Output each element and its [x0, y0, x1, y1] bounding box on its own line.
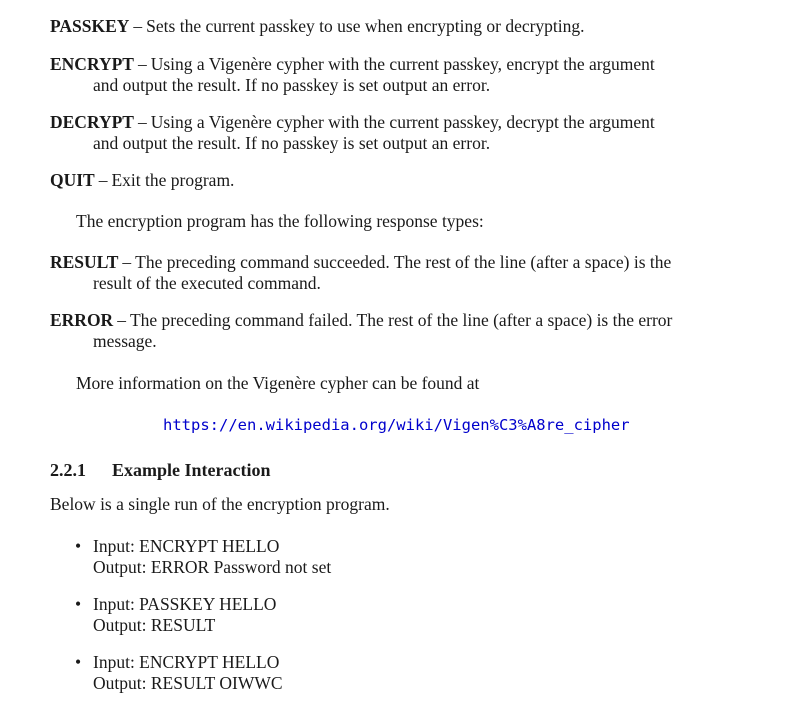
command-description-continued: and output the result. If no passkey is set output an error.: [93, 133, 491, 153]
command-passkey: [50, 16, 742, 37]
dash: –: [122, 252, 132, 272]
example-intro: Below is a single run of the encryption program.: [50, 494, 390, 514]
example-input: Input: PASSKEY HELLO: [93, 594, 277, 614]
command-quit: [50, 170, 742, 191]
command-term: ENCRYPT: [50, 54, 134, 74]
response-description-continued: message.: [93, 331, 157, 351]
subsection-title: Example Interaction: [112, 460, 271, 480]
response-term: ERROR: [50, 310, 114, 330]
response-description: The preceding command failed. The rest of the line (after a space) is the error: [129, 310, 673, 330]
example-output: Output: RESULT: [93, 615, 216, 635]
vigenere-wikipedia-link[interactable]: https://en.wikipedia.org/wiki/Vigen%C3%A8re_cipher: [163, 416, 630, 434]
response-intro: The encryption program has the following response types:: [76, 211, 484, 231]
command-description-continued: and output the result. If no passkey is set output an error.: [93, 75, 491, 95]
dash: –: [98, 170, 108, 190]
command-term: DECRYPT: [50, 112, 134, 132]
command-term: QUIT: [50, 170, 95, 190]
subsection-heading: [50, 460, 270, 481]
command-term: PASSKEY: [50, 16, 130, 36]
example-output: Output: RESULT OIWWC: [93, 673, 283, 693]
dash: –: [133, 16, 143, 36]
command-description: Exit the program.: [111, 170, 235, 190]
bullet-icon: •: [75, 536, 82, 556]
more-info-text: More information on the Vigenère cypher can be found at: [76, 373, 480, 393]
response-error: [50, 310, 742, 352]
command-decrypt: [50, 112, 742, 154]
example-input: Input: ENCRYPT HELLO: [93, 652, 280, 672]
response-description-continued: result of the executed command.: [93, 273, 321, 293]
command-description: Sets the current passkey to use when encrypting or decrypting.: [146, 16, 585, 36]
command-encrypt: [50, 54, 742, 96]
response-term: RESULT: [50, 252, 119, 272]
dash: –: [137, 112, 147, 132]
response-result: [50, 252, 742, 294]
bullet-icon: •: [75, 652, 82, 672]
subsection-number: 2.2.1: [50, 460, 86, 480]
command-description: Using a Vigenère cypher with the current passkey, encrypt the argument: [150, 54, 655, 74]
command-description: Using a Vigenère cypher with the current passkey, decrypt the argument: [150, 112, 655, 132]
example-output: Output: ERROR Password not set: [93, 557, 332, 577]
bullet-icon: •: [75, 594, 82, 614]
response-description: The preceding command succeeded. The rest of the line (after a space) is the: [135, 252, 672, 272]
example-input: Input: ENCRYPT HELLO: [93, 536, 280, 556]
dash: –: [117, 310, 126, 330]
dash: –: [137, 54, 147, 74]
